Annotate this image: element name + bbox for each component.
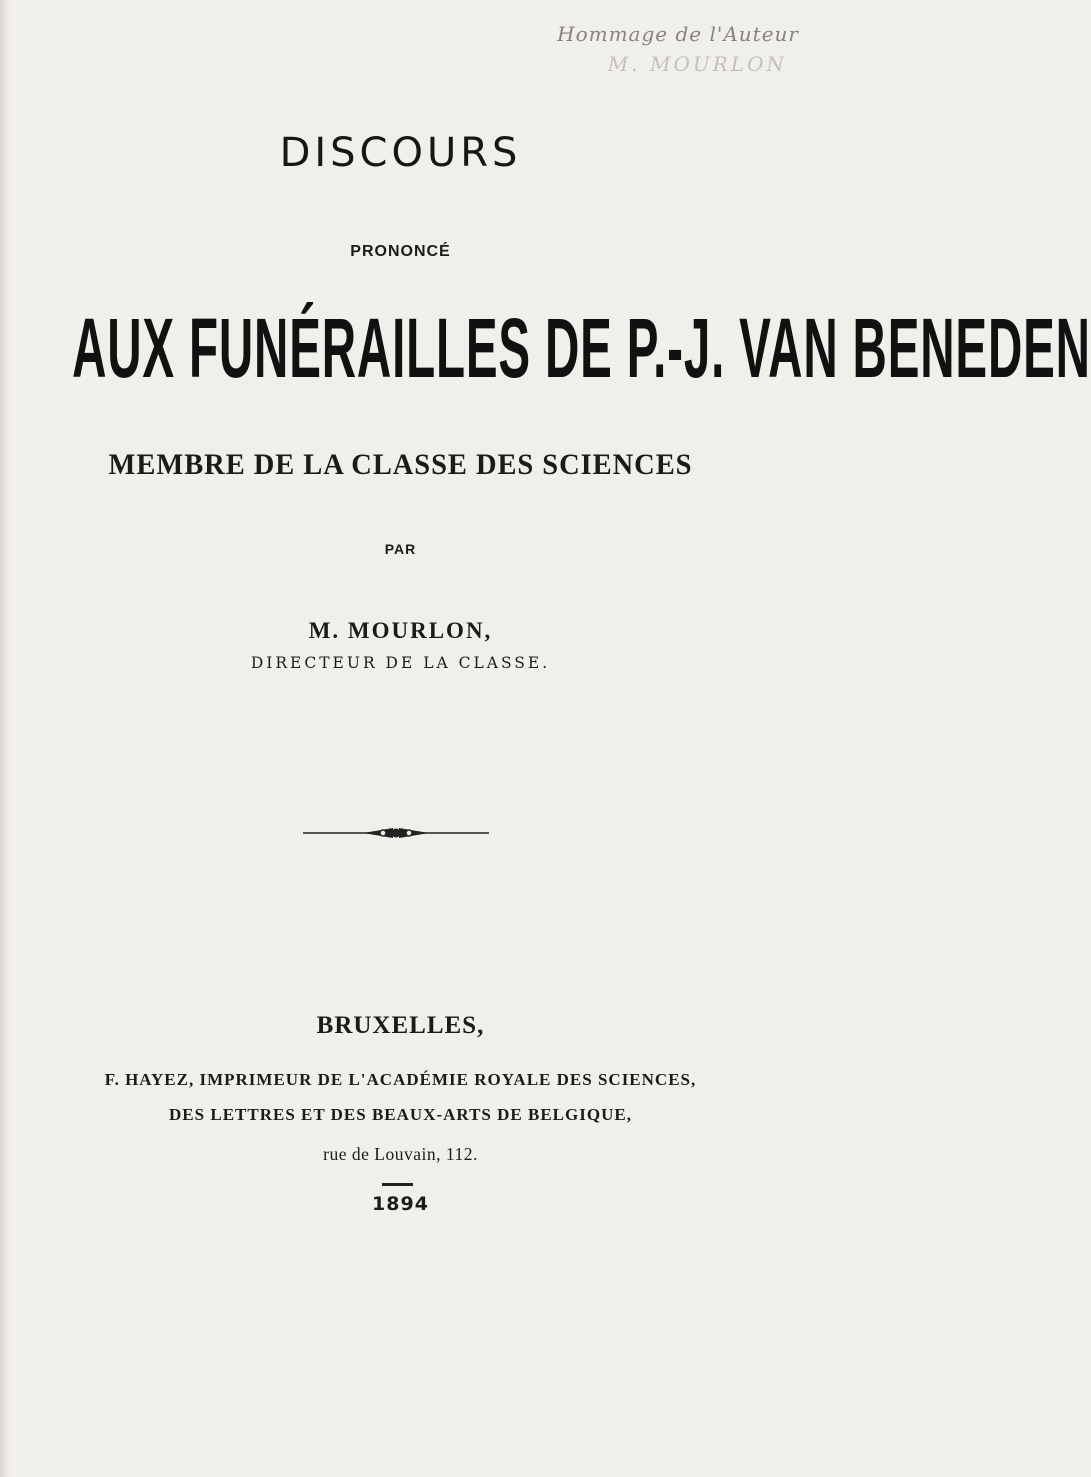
heading-prononce: PRONONCÉ bbox=[350, 243, 451, 260]
imprint-city: BRUXELLES, bbox=[316, 1012, 485, 1039]
imprint-year: 1894 bbox=[372, 1193, 429, 1215]
subtitle: MEMBRE DE LA CLASSE DES SCIENCES bbox=[108, 448, 693, 481]
inscription-line-2: M. MOURLON bbox=[607, 52, 787, 76]
author-name: M. MOURLON, bbox=[308, 618, 493, 643]
dash-ornament-icon bbox=[303, 825, 489, 841]
short-rule bbox=[382, 1183, 413, 1186]
by-label: PAR bbox=[384, 541, 417, 557]
imprint-printer-line-1: F. HAYEZ, IMPRIMEUR DE L'ACADÉMIE ROYALE DES SCIENCES, bbox=[104, 1070, 697, 1089]
page-edge-shadow bbox=[0, 0, 10, 1477]
inscription-line-1: Hommage de l'Auteur bbox=[557, 22, 799, 46]
handwritten-inscription bbox=[509, 12, 799, 92]
imprint-address: rue de Louvain, 112. bbox=[323, 1144, 478, 1164]
main-title: AUX FUNÉRAILLES DE P.-J. VAN BENEDEN bbox=[72, 301, 1091, 396]
imprint-printer-line-2: DES LETTRES ET DES BEAUX-ARTS DE BELGIQUE, bbox=[169, 1105, 632, 1124]
author-role: DIRECTEUR DE LA CLASSE. bbox=[250, 654, 551, 672]
heading-discours: DISCOURS bbox=[279, 130, 522, 176]
